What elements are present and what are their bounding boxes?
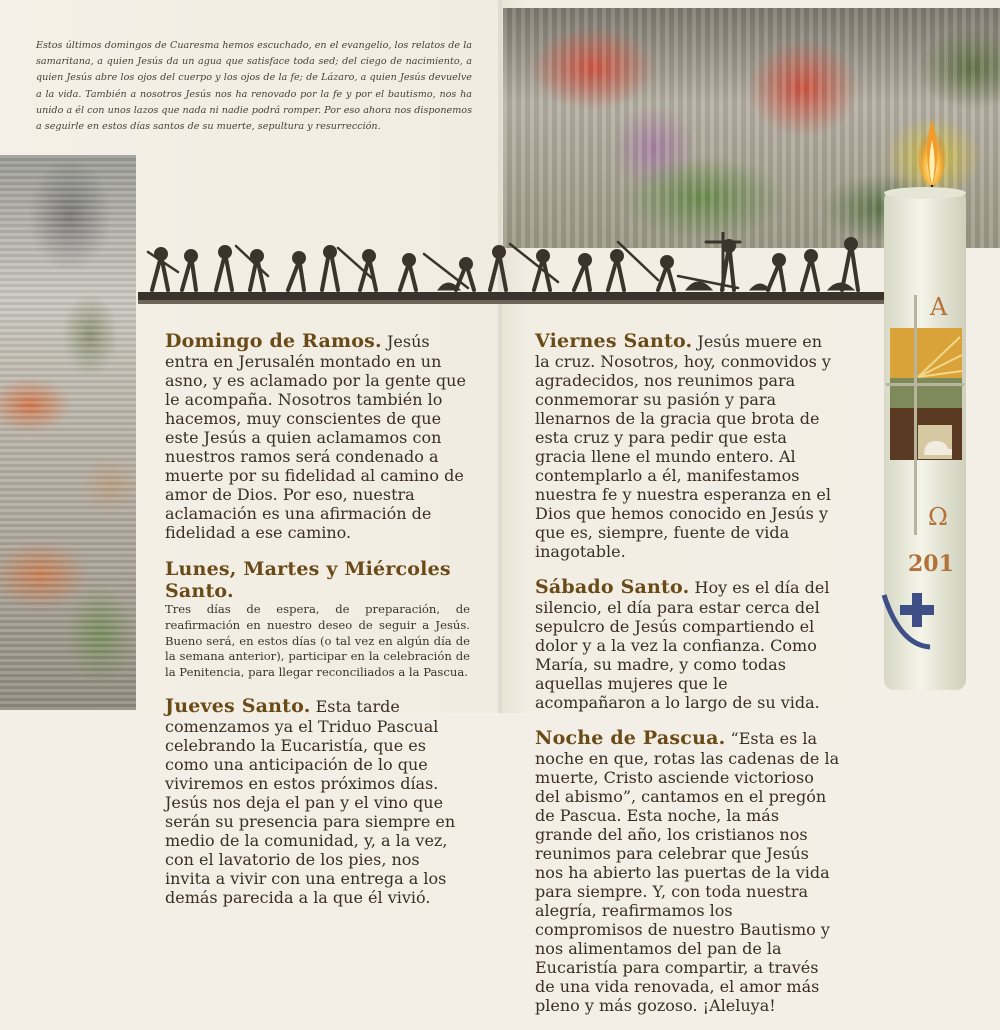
section-body: Jesús entra en Jerusalén montado en un asno, y es aclamado por la gente que le acompaña. Nosotros también lo hacemos, muy conscientes de que este Jesús a quien aclamamos con nuestros ramos será condenado a muerte por su fidelidad al camino de amor de Dios. Por eso, nuestra aclamación es una afirmación de fidelidad a ese camino. (165, 332, 466, 542)
omega-symbol: Ω (928, 503, 948, 531)
section-title: Sábado Santo. (535, 576, 690, 598)
section-body: Esta tarde comenzamos ya el Triduo Pascual celebrando la Eucaristía, que es como una anticipación de lo que viviremos en estos próximos días. Jesús nos deja el pan y el vino que serán su presencia para siempre en medio de la comunidad, y, a la vez, con el lavatorio de los pies, nos invita a vivir con una entrega a los demás parecida a la que él vivió. (165, 696, 456, 907)
section-title: Lunes, Martes y Miércoles Santo. (165, 558, 451, 602)
section-body: Hoy es el día del silencio, el día para estar cerca del sepulcro de Jesús compartiendo el dolor y a la vez la confianza. Como María, su madre, y como todas aquellas mujeres que le acompañaron a lo largo de su vida. (535, 578, 830, 712)
passion-frieze (138, 232, 888, 308)
section-domingo-ramos (165, 330, 470, 542)
frieze-figures (148, 232, 858, 290)
section-body: Jesús muere en la cruz. Nosotros, hoy, conmovidos y agradecidos, nos reunimos para conmemorar su pasión y para llenarnos de la gracia que brota de esta cruz y para pedir que esta gracia llene el mundo entero. Al contemplarlo a él, manifestamos nuestra fe y nuestra esperanza en el Dios que hemos conocido en Jesús y que es, siempre, fuente de vida inagotable. (535, 332, 831, 561)
band-green (890, 378, 962, 408)
frieze-ground (138, 292, 888, 300)
page-fold (498, 0, 502, 713)
section-title: Noche de Pascua. (535, 727, 726, 749)
section-body: “Esta es la noche en que, rotas las cadenas de la muerte, Cristo asciende victorioso del abismo”, cantamos en el pregón de Pascua. Esta noche, la más grande del año, los cristianos nos reunimos para celebrar que Jesús nos ha abierto las puertas de la vida para siempre. Y, con toda nuestra alegría, reafirmamos los compromisos de nuestro Bautismo y nos alimentamos del pan de la Eucaristía para compartir, a través de una vida renovada, el amor más pleno y más gozoso. ¡Aleluya! (535, 729, 840, 1015)
left-column (165, 330, 470, 922)
intro-paragraph: Estos últimos domingos de Cuaresma hemos escuchado, en el evangelio, los relatos de la samaritana, a quien Jesús da un agua que satisface toda sed; del ciego de nacimiento, a quien Jesús abre los ojos del cuerpo y los ojos de la fe; de Lázaro, a quien Jesús devuelve a la vida. También a nosotros Jesús nos ha renovado por la fe y por el bautismo, nos ha unido a él con unos lazos que nada ni nadie podrá romper. Por eso ahora nos disponemos a seguirle en estos días santos de su muerte, sepultura y resurrección. (36, 40, 472, 133)
section-noche-pascua (535, 727, 840, 1015)
abstract-art-left (0, 155, 136, 710)
candle-year: 201 (908, 551, 954, 577)
cross-horizontal (886, 383, 964, 386)
section-sabado-santo (535, 576, 840, 712)
section-jueves-santo (165, 695, 470, 907)
paschal-candle (878, 115, 968, 690)
alpha-symbol: Α (930, 293, 948, 321)
section-body: Tres días de espera, de preparación, de reafirmación en nuestro deseo de seguir a Jesús. Bueno será, en estos días (o tal vez en algún día de la semana anterior), participar en la celebración de la Penitencia, para llegar reconciliados a la Pascua. (165, 602, 470, 680)
section-title: Domingo de Ramos. (165, 330, 382, 352)
cross-vertical (914, 295, 917, 535)
section-title: Jueves Santo. (165, 694, 311, 717)
section-lunes-martes-miercoles (165, 558, 470, 681)
section-title: Viernes Santo. (535, 330, 693, 352)
right-column (535, 330, 840, 1030)
section-viernes-santo (535, 330, 840, 561)
